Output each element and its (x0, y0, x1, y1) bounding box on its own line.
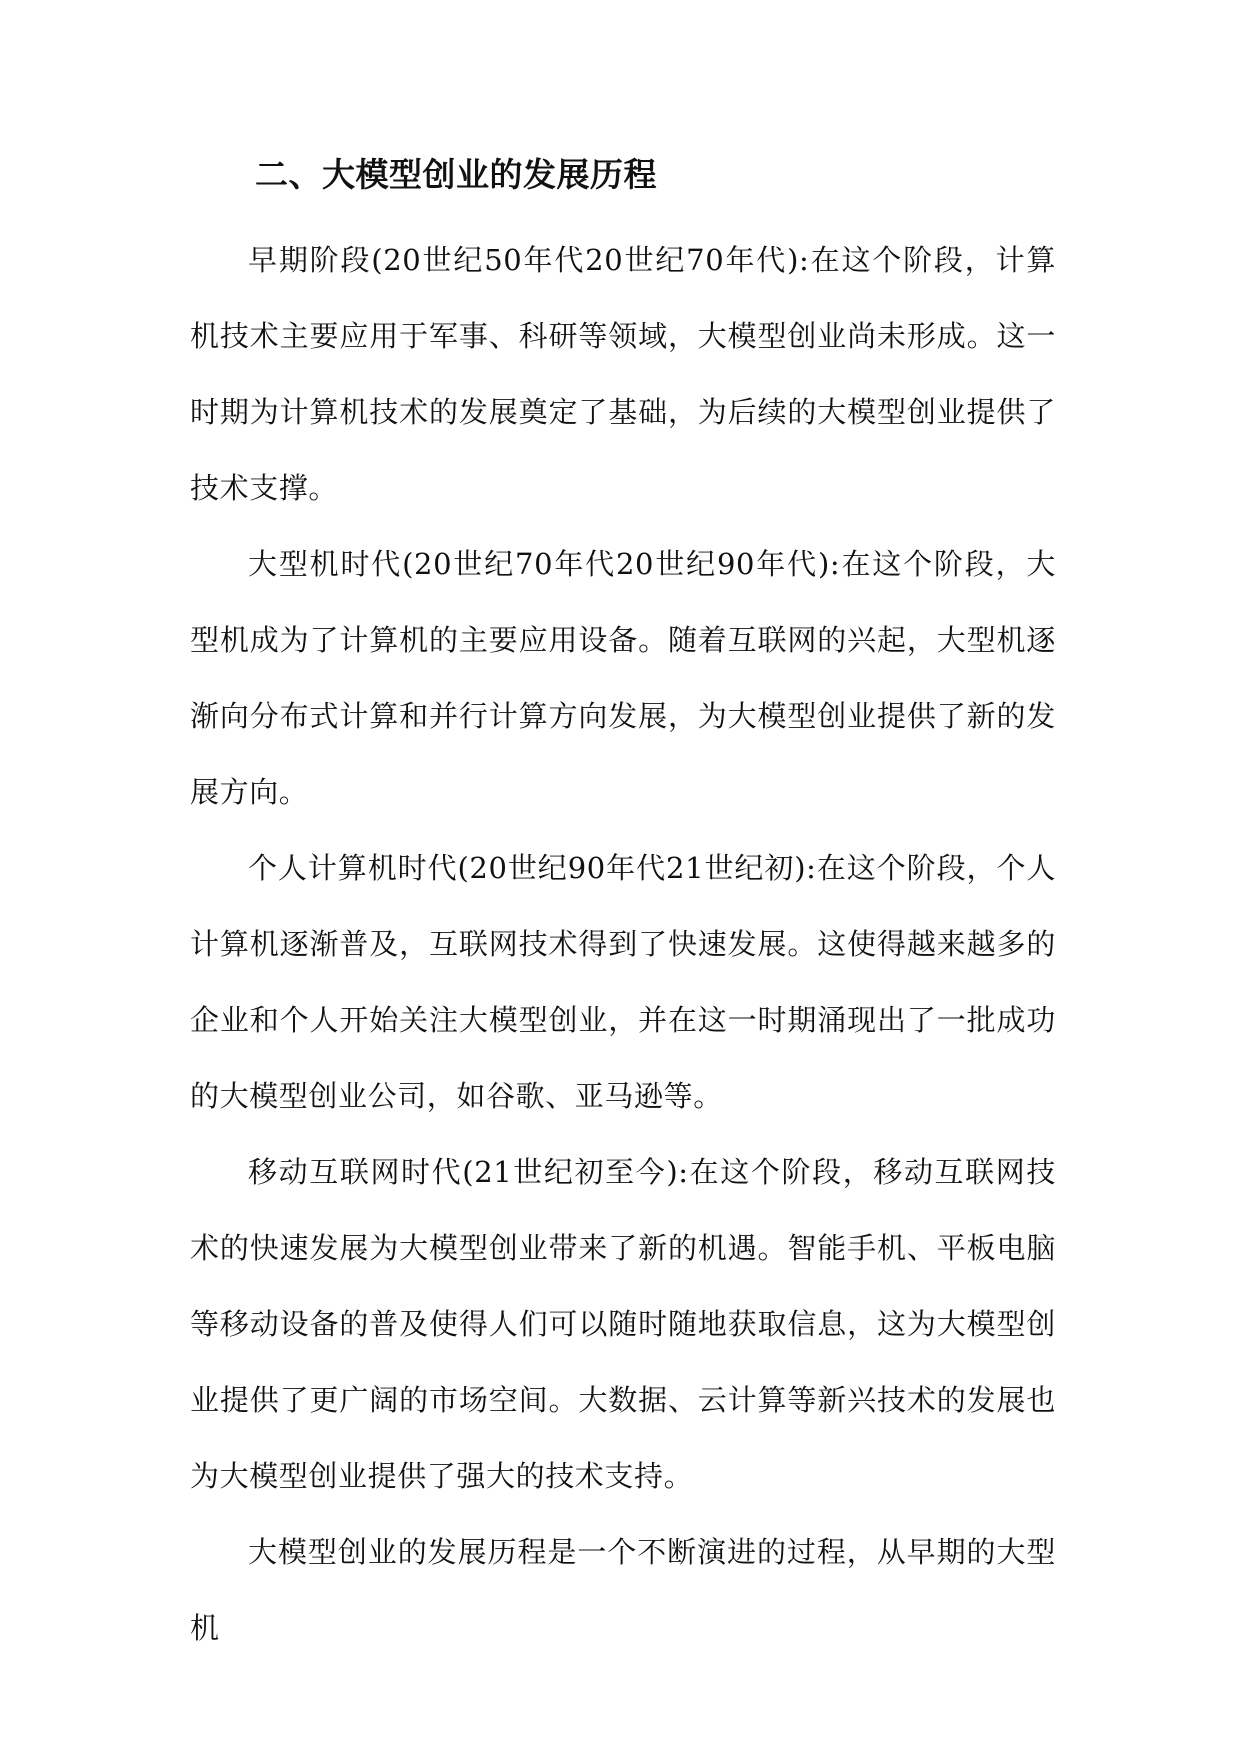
body-text (190, 222, 1056, 1666)
paragraph-summary: 大模型创业的发展历程是一个不断演进的过程，从早期的大型机 (190, 1535, 1056, 1645)
paragraph-mainframe-era: 大型机时代(20世纪70年代20世纪90年代):在这个阶段，大型机成为了计算机的主要应用设备。随着互联网的兴起，大型机逐渐向分布式计算和并行计算方向发展，为大模型创业提供了新的发展方向。 (190, 547, 1056, 809)
paragraph-mobile-internet-era: 移动互联网时代(21世纪初至今):在这个阶段，移动互联网技术的快速发展为大模型创业带来了新的机遇。智能手机、平板电脑等移动设备的普及使得人们可以随时随地获取信息，这为大模型创业提供了更广阔的市场空间。大数据、云计算等新兴技术的发展也为大模型创业提供了强大的技术支持。 (190, 1155, 1056, 1493)
section-heading: 二、大模型创业的发展历程 (255, 155, 657, 194)
paragraph-early-stage: 早期阶段(20世纪50年代20世纪70年代):在这个阶段，计算机技术主要应用于军事、科研等领域，大模型创业尚未形成。这一时期为计算机技术的发展奠定了基础，为后续的大模型创业提供了技术支撑。 (190, 243, 1056, 505)
paragraph-pc-era: 个人计算机时代(20世纪90年代21世纪初):在这个阶段，个人计算机逐渐普及，互联网技术得到了快速发展。这使得越来越多的企业和个人开始关注大模型创业，并在这一时期涌现出了一批成功的大模型创业公司，如谷歌、亚马逊等。 (190, 851, 1056, 1113)
